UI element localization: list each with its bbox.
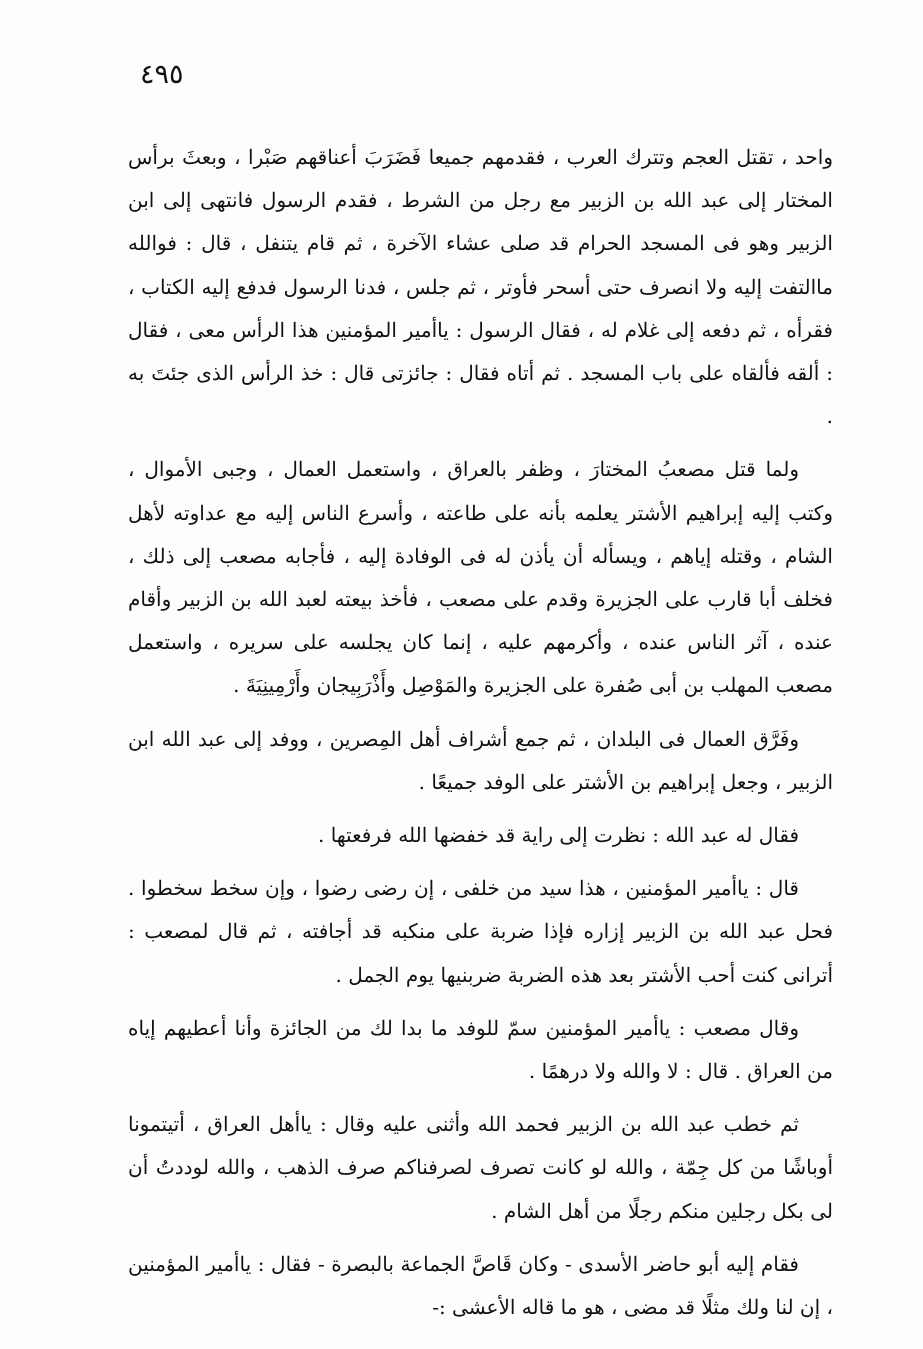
paragraph-8: فقام إليه أبو حاضر الأسدى - وكان قَاصَّ الجماعة بالبصرة - فقال : ياأمير المؤمنين ، إن لنا ولك مثلًا قد مضى ، هو ما قاله الأعشى :- bbox=[128, 1251, 833, 1320]
page-number: ٤٩٥ bbox=[140, 59, 184, 90]
paragraph-2: ولما قتل مصعبُ المختارَ ، وظفر بالعراق ، واستعمل العمال ، وجبى الأموال ، وكتب إليه إبراهيم الأشتر يعلمه بأنه على طاعته ، وأسرع الناس إليه مع عداوته لأهل الشام ، وقتله إياهم ، ويسأله أن يأذن له فى الوفادة إليه ، فأجابه مصعب إلى ذلك ، فخلف أبا قارب على الجزيرة وقدم على مصعب ، فأخذ بيعته لعبد الله بن الزبير وأقام عنده ، آثر الناس عنده ، وأكرمهم عليه ، إنما كان يجلسه على سريره ، واستعمل مصعب المهلب بن أبى صُفرة على الجزيرة والمَوْصِل وأَذْرَبِيجان وأَرْمِينِيَةَ . bbox=[128, 457, 833, 698]
paragraph-6: وقال مصعب : ياأمير المؤمنين سمّ للوفد ما بدا لك من الجائزة وأنا أعطيهم إياه من العراق . قال : لا والله ولا درهمًا . bbox=[128, 1015, 833, 1084]
paragraph-5: قال : ياأمير المؤمنين ، هذا سيد من خلفى ، إن رضى رضوا ، وإن سخط سخطوا . فحل عبد الله بن الزبير إزاره فإذا ضربة على منكبه قد أجافته ، ثم قال لمصعب : أترانى كنت أحب الأشتر بعد هذه الضربة ضربنيها يوم الجمل . bbox=[128, 876, 833, 987]
paragraph-1: واحد ، تقتل العجم وتترك العرب ، فقدمهم جميعا فَضَرَبَ أعناقهم صَبْرا ، وبعثَ برأس المختار إلى عبد الله بن الزبير مع رجل من الشرط ، فقدم الرسول فانتهى إلى ابن الزبير وهو فى المسجد الحرام قد صلى عشاء الآخرة ، ثم قام يتنفل ، قال : فوالله ماالتفت إليه ولا انصرف حتى أسحر فأوتر ، ثم جلس ، فدنا الرسول فدفع إليه الكتاب ، فقرأه ، ثم دفعه إلى غلام له ، فقال الرسول : ياأمير المؤمنين هذا الرأس معى ، فقال : ألقه فألقاه على باب المسجد . ثم أتاه فقال : جائزتى قال : خذ الرأس الذى جئتَ به . bbox=[128, 145, 833, 429]
page-body-text bbox=[128, 136, 833, 1320]
paragraph-7: ثم خطب عبد الله بن الزبير فحمد الله وأثنى عليه وقال : ياأهل العراق ، أتيتمونا أوباشًا من كل جِمّة ، والله لو كانت تصرف لصرفناكم صرف الذهب ، والله لوددتُ أن لى بكل رجلين منكم رجلًا من أهل الشام . bbox=[128, 1112, 833, 1223]
paragraph-3: وفَرَّق العمال فى البلدان ، ثم جمع أشراف أهل المِصرين ، ووفد إلى عبد الله ابن الزبير ، وجعل إبراهيم بن الأشتر على الوفد جميعًا . bbox=[128, 726, 833, 794]
paragraph-4: فقال له عبد الله : نظرت إلى راية قد خفضها الله فرفعتها . bbox=[318, 823, 799, 848]
